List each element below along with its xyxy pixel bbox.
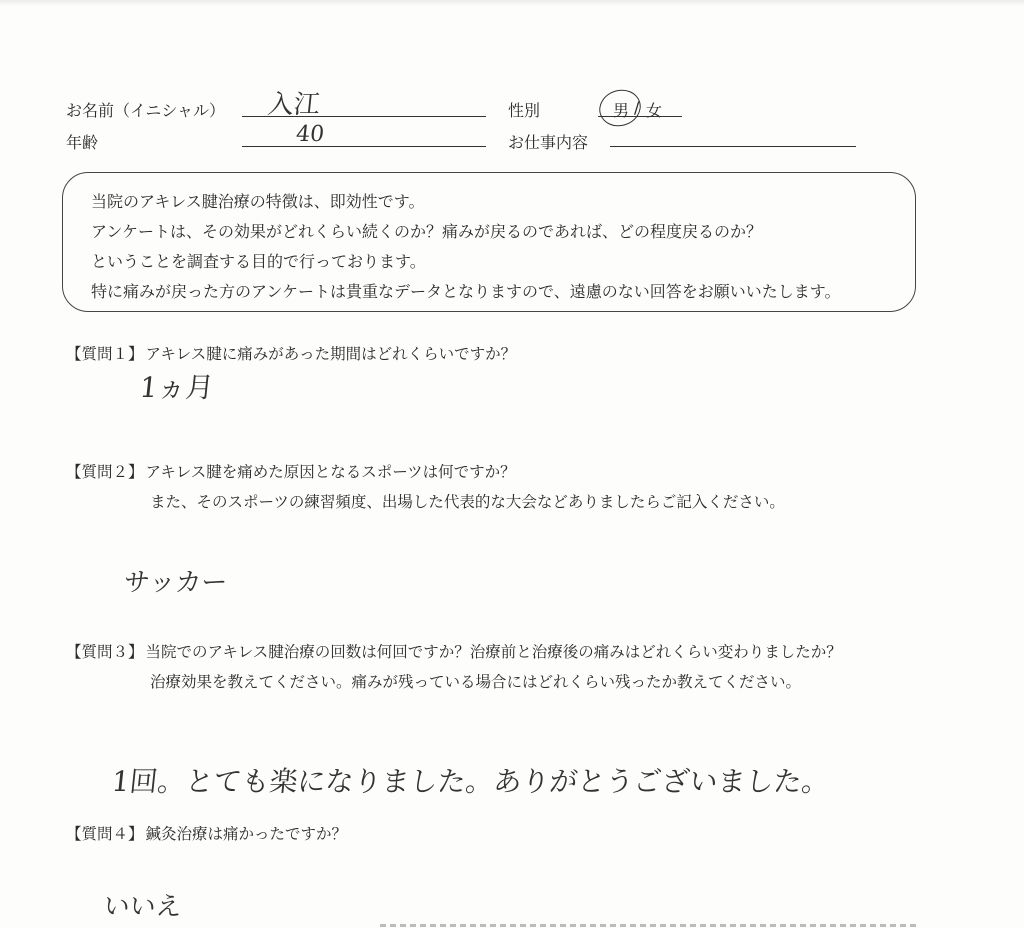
- age-underline: [242, 146, 486, 147]
- answer-3: 1回。とても楽になりました。ありがとうございました。: [110, 765, 832, 798]
- age-value: 40: [294, 122, 326, 147]
- gender-option-male: 男: [613, 101, 630, 120]
- question-2: [66, 460, 516, 482]
- gender-selection-circle: [594, 84, 645, 131]
- notice-line: 特に痛みが戻った方のアンケートは貴重なデータとなりますので、遠慮のない回答をお願いいたします。: [91, 282, 841, 301]
- gender-label: 性別: [508, 101, 541, 120]
- notice-line: 当院のアキレス腱治療の特徴は、即効性です。: [91, 192, 425, 211]
- question-3-sub: 治療効果を教えてください。痛みが残っている場合にはどれくらい残ったか教えてください。: [150, 673, 802, 691]
- question-tag: 【質問３】: [66, 643, 144, 661]
- gender-separator: /: [634, 98, 640, 117]
- name-label: お名前（イニシャル）: [66, 101, 226, 120]
- question-2-sub: また、そのスポーツの練習頻度、出場した代表的な大会などありましたらご記入ください。: [150, 493, 785, 511]
- question-1: [66, 342, 516, 364]
- job-underline: [610, 146, 856, 147]
- question-4: [66, 822, 347, 844]
- question-tag: 【質問４】: [66, 825, 144, 843]
- question-tag: 【質問１】: [66, 345, 144, 363]
- answer-1: 1ヵ月: [138, 371, 216, 404]
- scan-artifact-bottom: [380, 924, 920, 927]
- job-label: お仕事内容: [508, 133, 589, 152]
- question-text: アキレス腱を痛めた原因となるスポーツは何ですか？: [145, 463, 516, 481]
- question-text: 鍼灸治療は痛かったですか？: [145, 825, 348, 843]
- question-3: [66, 640, 842, 662]
- question-text: アキレス腱に痛みがあった期間はどれくらいですか？: [145, 345, 517, 363]
- notice-box: [62, 172, 916, 312]
- answer-4: いいえ: [102, 892, 184, 922]
- answer-2: サッカー: [122, 568, 229, 598]
- question-text: 当院でのアキレス腱治療の回数は何回ですか？治療前と治療後の痛みはどれくらい変わりましたか？: [145, 643, 842, 661]
- gender-option-female: 女: [646, 101, 663, 120]
- notice-line: ということを調査する目的で行っております。: [91, 252, 426, 271]
- notice-line: アンケートは、その効果がどれくらい続くのか？痛みが戻るのであれば、どの程度戻るのか？: [91, 222, 763, 241]
- age-label: 年齢: [66, 133, 99, 152]
- name-value: 入江: [266, 90, 322, 120]
- scan-edge-top: [0, 0, 1024, 6]
- question-tag: 【質問２】: [66, 463, 144, 481]
